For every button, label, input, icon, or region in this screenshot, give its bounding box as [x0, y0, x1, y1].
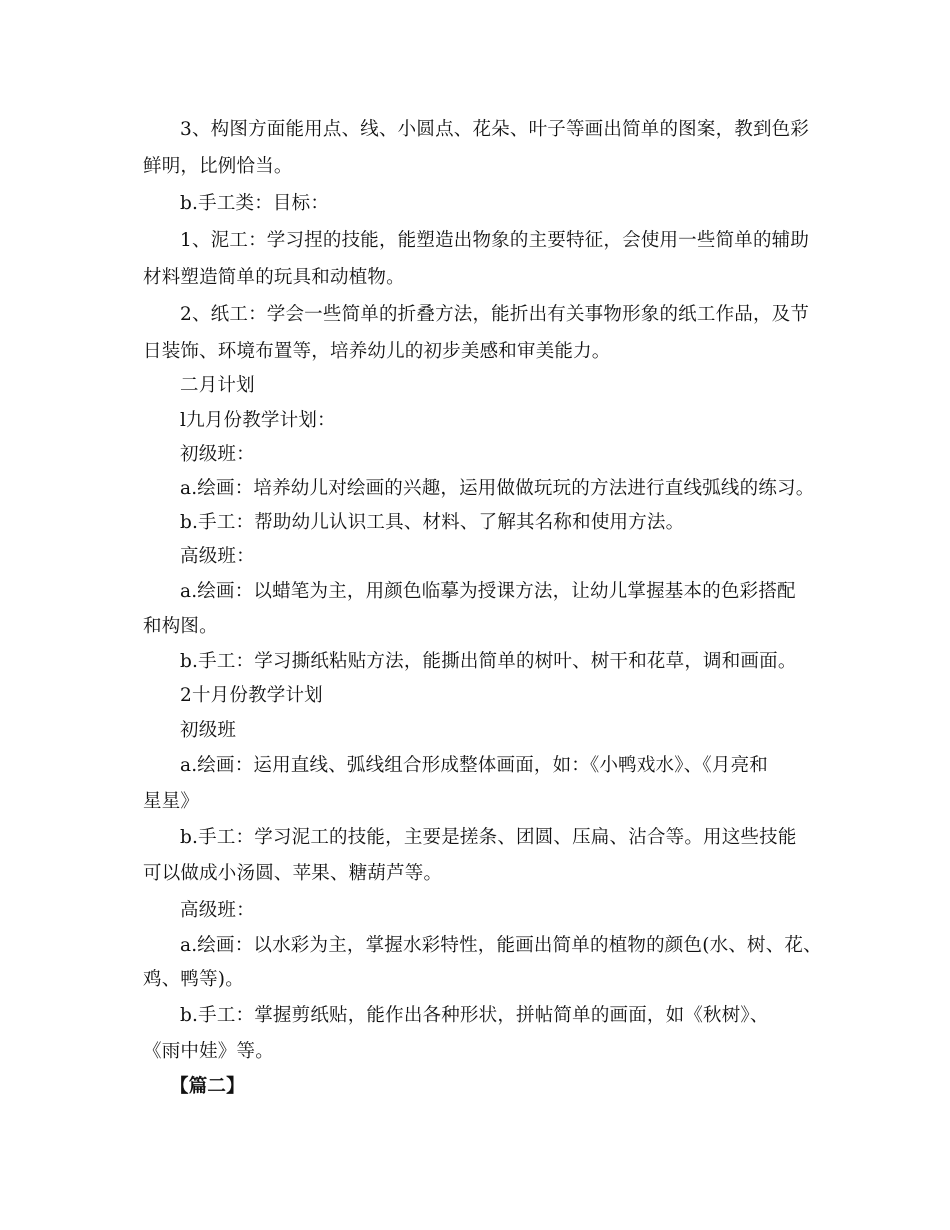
paragraph-line: a.绘画：运用直线、弧线组合形成整体画面，如：《小鸭戏水》、《月亮和 — [180, 755, 768, 776]
paragraph-line: 《雨中娃》等。 — [143, 1041, 274, 1062]
paragraph-line: 材料塑造简单的玩具和动植物。 — [143, 267, 405, 288]
paragraph-line: b.手工类：目标： — [180, 193, 330, 214]
class-heading: 初级班 — [180, 720, 237, 741]
paragraph-line: 可以做成小汤圆、苹果、糖葫芦等。 — [143, 863, 443, 884]
paragraph-line: a.绘画：培养幼儿对绘画的兴趣，运用做做玩玩的方法进行直线弧线的练习。 — [180, 478, 815, 499]
class-heading: 高级班： — [180, 900, 255, 921]
paragraph-line: 3、构图方面能用点、线、小圆点、花朵、叶子等画出简单的图案，教到色彩 — [180, 119, 810, 140]
paragraph-line: 日装饰、环境布置等，培养幼儿的初步美感和审美能力。 — [143, 341, 611, 362]
paragraph-line: b.手工：学习泥工的技能，主要是搓条、团圆、压扁、沾合等。用这些技能 — [180, 827, 797, 848]
class-heading: 高级班： — [180, 546, 255, 567]
section-heading: 二月计划 — [180, 375, 255, 396]
paragraph-line: 1、泥工：学习捏的技能，能塑造出物象的主要特征，会使用一些简单的辅助 — [180, 230, 810, 251]
paragraph-line: a.绘画：以水彩为主，掌握水彩特性，能画出简单的植物的颜色(水、树、花、 — [180, 935, 822, 956]
paragraph-line: a.绘画：以蜡笔为主，用颜色临摹为授课方法，让幼儿掌握基本的色彩搭配 — [180, 581, 796, 602]
paragraph-line: 鸡、鸭等)。 — [143, 969, 244, 990]
paragraph-line: 和构图。 — [143, 616, 218, 637]
paragraph-line: 鲜明，比例恰当。 — [143, 156, 293, 177]
paragraph-line: b.手工：学习撕纸粘贴方法，能撕出简单的树叶、树干和花草，调和画面。 — [180, 651, 797, 672]
section-heading: l九月份教学计划： — [180, 410, 336, 431]
part-heading: 【篇二】 — [170, 1076, 245, 1097]
paragraph-line: 星星》 — [143, 791, 200, 812]
section-heading: 2十月份教学计划 — [180, 685, 323, 706]
paragraph-line: b.手工：帮助幼儿认识工具、材料、了解其名称和使用方法。 — [180, 512, 685, 533]
paragraph-line: b.手工：掌握剪纸贴，能作出各种形状，拼帖简单的画面，如《秋树》、 — [180, 1005, 769, 1026]
class-heading: 初级班： — [180, 444, 255, 465]
paragraph-line: 2、纸工：学会一些简单的折叠方法，能折出有关事物形象的纸工作品，及节 — [180, 304, 810, 325]
